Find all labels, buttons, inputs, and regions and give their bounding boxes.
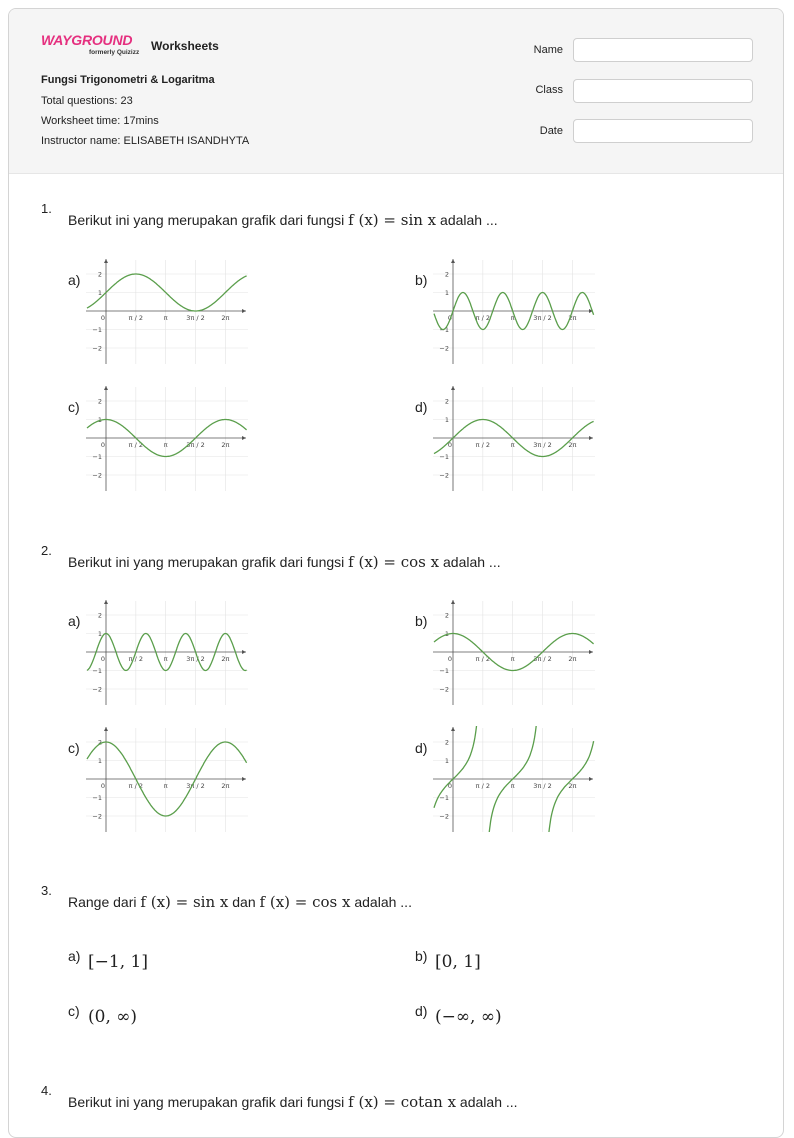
wayground-logo [41, 32, 145, 60]
x-tick-label: π / 2 [475, 441, 491, 449]
x-tick-label: 0 [447, 441, 453, 449]
x-tick-label: π / 2 [475, 314, 491, 322]
option-d[interactable]: d) (−∞, ∞) [415, 1003, 502, 1027]
question-text: Range dari f (x) = sin x dan f (x) = cos x adalah ... [68, 893, 412, 911]
x-tick-label: π [510, 782, 515, 790]
question-math-2: f (x) = cos x [259, 893, 351, 911]
x-tick-label: 3π / 2 [533, 782, 552, 790]
option-graph [86, 599, 248, 705]
x-tick-label: π [163, 314, 168, 322]
brand-label: Worksheets [151, 39, 219, 53]
option-graph [433, 726, 595, 832]
question-math: f (x) = cos x [348, 553, 440, 571]
x-tick-label: 2π [568, 782, 577, 790]
question-number: 4. [41, 1083, 52, 1098]
y-axis-arrow [451, 386, 455, 390]
y-tick-label: −1 [92, 326, 102, 334]
question-number: 1. [41, 201, 52, 216]
x-tick-label: π [163, 441, 168, 449]
option-a[interactable]: a) [−1, 1] [68, 948, 148, 972]
x-axis-arrow [589, 436, 593, 440]
x-tick-label: 3π / 2 [186, 314, 205, 322]
y-tick-label: 1 [97, 630, 102, 638]
y-tick-label: −1 [439, 794, 449, 802]
option-graph [86, 726, 248, 832]
option-graph [433, 385, 595, 491]
x-tick-label: 2π [568, 314, 577, 322]
x-axis-arrow [589, 777, 593, 781]
x-axis-arrow [589, 650, 593, 654]
option-value: [0, 1] [435, 952, 481, 972]
x-tick-label: 2π [221, 655, 230, 663]
x-axis-arrow [242, 436, 246, 440]
x-tick-label: 0 [100, 655, 106, 663]
x-tick-label: 2π [221, 441, 230, 449]
y-tick-label: 2 [97, 611, 102, 620]
x-tick-label: π / 2 [128, 441, 144, 449]
date-field[interactable] [573, 119, 753, 143]
y-tick-label: −1 [92, 453, 102, 461]
x-tick-label: 0 [447, 314, 453, 322]
x-axis-arrow [242, 309, 246, 313]
y-tick-label: 1 [444, 757, 449, 765]
worksheet-time: Worksheet time: 17mins [41, 115, 159, 127]
y-tick-label: −2 [92, 471, 102, 480]
x-tick-label: π [510, 441, 515, 449]
option-value: (−∞, ∞) [435, 1007, 502, 1027]
question-text: Berikut ini yang merupakan grafik dari fungsi f (x) = cos x adalah ... [68, 553, 501, 571]
y-tick-label: −2 [92, 812, 102, 821]
y-tick-label: 2 [444, 397, 449, 406]
y-tick-label: 2 [97, 270, 102, 279]
class-field[interactable] [573, 79, 753, 103]
y-tick-label: −1 [439, 326, 449, 334]
y-axis-arrow [451, 727, 455, 731]
y-tick-label: −2 [439, 344, 449, 353]
y-tick-label: −2 [439, 812, 449, 821]
option-graph [433, 599, 595, 705]
instructor-name: Instructor name: ELISABETH ISANDHYTA [41, 135, 250, 147]
x-tick-label: 0 [100, 314, 106, 322]
x-tick-label: 3π / 2 [186, 441, 205, 449]
y-tick-label: 1 [97, 289, 102, 297]
x-tick-label: 3π / 2 [533, 441, 552, 449]
x-tick-label: π [510, 655, 515, 663]
logo-wordmark: WAYGROUND [41, 32, 133, 48]
y-axis-arrow [451, 600, 455, 604]
worksheet-header [9, 9, 783, 174]
y-tick-label: −2 [439, 685, 449, 694]
y-tick-label: 2 [444, 611, 449, 620]
y-axis-arrow [104, 600, 108, 604]
x-tick-label: 3π / 2 [533, 314, 552, 322]
question-number: 2. [41, 543, 52, 558]
y-tick-label: 1 [444, 630, 449, 638]
y-axis-arrow [104, 386, 108, 390]
worksheet-page: WAYGROUND formerly Quizizz Worksheets Fungsi Trigonometri & Logaritma Total questions: 23 Worksheet time: 17mins Instructor name: ELISABETH ISANDHYTA Name Class Date 1. Berikut ini yang merupakan grafik dari fungsi f (x) = sin x adalah ... a) 0 π / 2 π 3π / 2 2π 2 1 −1 −2 b) 0 π / 2 π 3π / 2 2π 2 1 −1 −2 c) 0 π / 2 π 3π / 2 2π 2 1 −1 −2 d) 0 π / 2 π 3π / 2 2π 2 1 −1 −2 2. Berikut ini yang merupakan grafik dari fungsi f (x) = cos x adalah ... a) 0 π / 2 π 3π / 2 2π 2 1 −1 −2 b) 0 π / 2 π 3π / 2 2π 2 1 −1 −2 c) 0 π / 2 π 3π / 2 2π 2 1 −1 −2 d) 0 π / 2 π 3π / 2 2π 2 1 −1 −2 3. Range dari f (x) = sin x dan f (x) = cos x adalah ... a) [−1, 1] b) [0, 1] c) (0, ∞) d) (−∞, ∞) 4. Berikut ini yang merupakan grafik dari fungsi f (x) = cotan x adalah ... [8, 8, 784, 1138]
y-tick-label: −1 [92, 667, 102, 675]
option-value: [−1, 1] [88, 952, 148, 972]
y-tick-label: 2 [444, 738, 449, 747]
y-tick-label: −1 [439, 453, 449, 461]
x-tick-label: π [510, 314, 515, 322]
y-axis-arrow [104, 727, 108, 731]
x-tick-label: 2π [221, 314, 230, 322]
y-tick-label: −2 [92, 344, 102, 353]
y-tick-label: 1 [444, 289, 449, 297]
y-tick-label: −1 [92, 794, 102, 802]
y-axis-arrow [451, 259, 455, 263]
x-tick-label: 2π [568, 441, 577, 449]
name-field[interactable] [573, 38, 753, 62]
y-tick-label: 1 [444, 416, 449, 424]
question-number: 3. [41, 883, 52, 898]
x-tick-label: 0 [447, 655, 453, 663]
option-b[interactable]: b) [0, 1] [415, 948, 481, 972]
x-tick-label: π / 2 [475, 655, 491, 663]
worksheet-title: Fungsi Trigonometri & Logaritma [41, 74, 215, 86]
y-tick-label: 2 [97, 738, 102, 747]
class-label: Class [535, 84, 563, 96]
y-tick-label: 1 [97, 757, 102, 765]
total-questions: Total questions: 23 [41, 95, 133, 107]
x-tick-label: 3π / 2 [186, 782, 205, 790]
y-tick-label: 2 [97, 397, 102, 406]
question-math: f (x) = sin x [140, 893, 229, 911]
x-tick-label: 0 [447, 782, 453, 790]
question-text: Berikut ini yang merupakan grafik dari fungsi f (x) = cotan x adalah ... [68, 1093, 518, 1111]
x-tick-label: π / 2 [128, 782, 144, 790]
x-tick-label: π / 2 [128, 314, 144, 322]
y-tick-label: −2 [92, 685, 102, 694]
name-label: Name [533, 44, 563, 56]
x-axis-arrow [242, 777, 246, 781]
option-graph [86, 258, 248, 364]
question-text: Berikut ini yang merupakan grafik dari fungsi f (x) = sin x adalah ... [68, 211, 498, 229]
x-tick-label: π / 2 [475, 782, 491, 790]
logo-subtitle: formerly Quizizz [89, 49, 140, 56]
x-tick-label: 0 [100, 782, 106, 790]
y-tick-label: 1 [97, 416, 102, 424]
question-math: f (x) = sin x [348, 211, 437, 229]
x-axis-arrow [242, 650, 246, 654]
y-tick-label: −1 [439, 667, 449, 675]
x-tick-label: π [163, 782, 168, 790]
y-tick-label: 2 [444, 270, 449, 279]
x-tick-label: 0 [100, 441, 106, 449]
option-c[interactable]: c) (0, ∞) [68, 1003, 138, 1027]
question-math: f (x) = cotan x [348, 1093, 457, 1111]
x-tick-label: π / 2 [128, 655, 144, 663]
x-tick-label: 3π / 2 [533, 655, 552, 663]
option-graph [433, 258, 595, 364]
x-tick-label: 2π [221, 782, 230, 790]
y-axis-arrow [104, 259, 108, 263]
option-value: (0, ∞) [88, 1007, 138, 1027]
x-tick-label: 3π / 2 [186, 655, 205, 663]
x-tick-label: 2π [568, 655, 577, 663]
option-graph [86, 385, 248, 491]
x-tick-label: π [163, 655, 168, 663]
date-label: Date [539, 125, 563, 137]
y-tick-label: −2 [439, 471, 449, 480]
